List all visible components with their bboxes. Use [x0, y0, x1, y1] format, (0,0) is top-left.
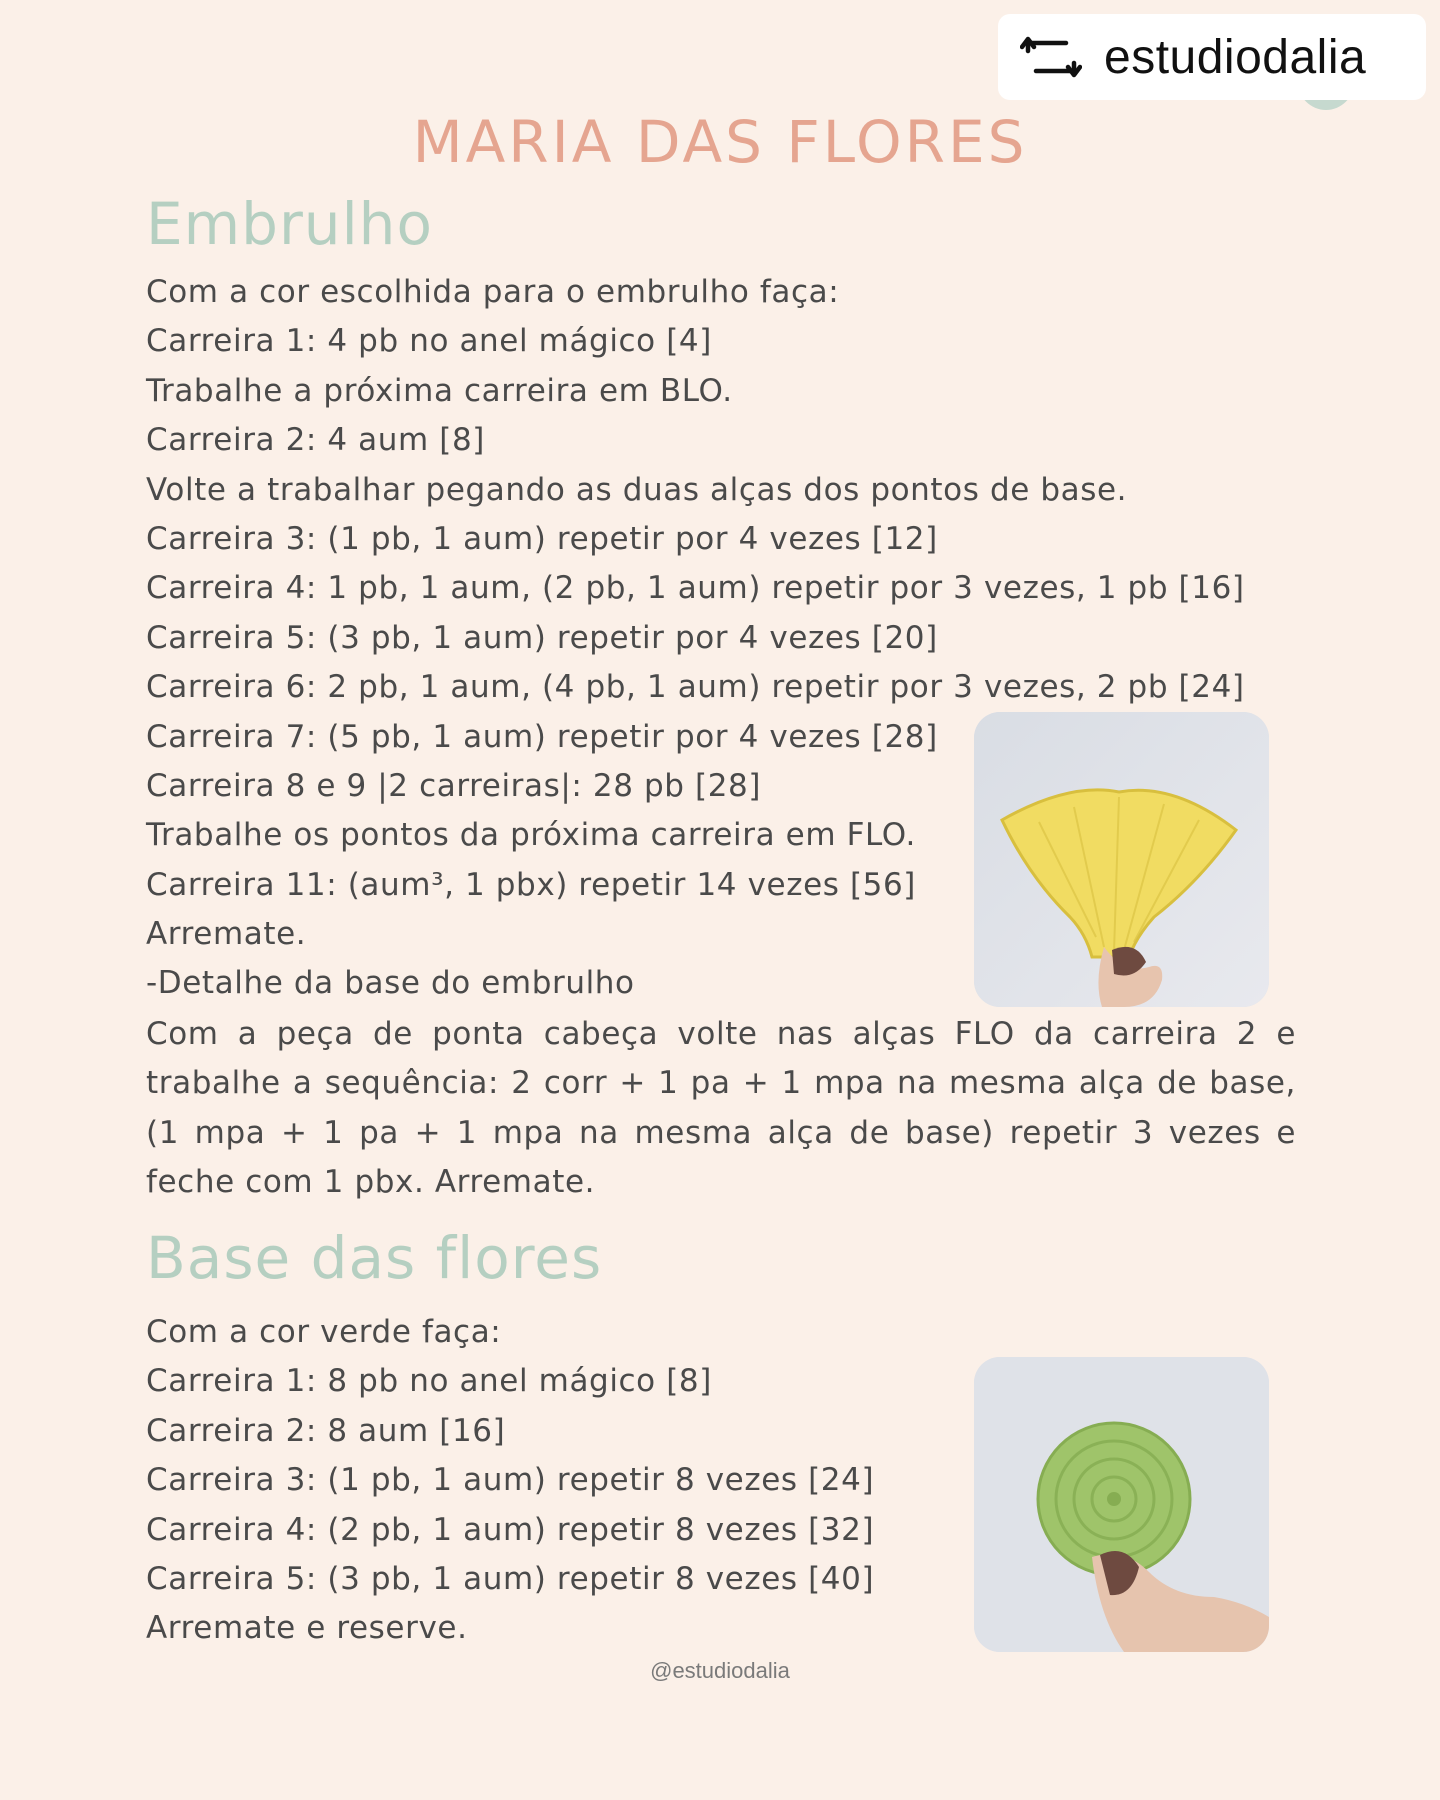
instruction-line: Trabalhe os pontos da próxima carreira em FLO. — [146, 817, 916, 854]
instruction-line: Carreira 2: 4 aum [8] — [146, 422, 485, 459]
instruction-line: Carreira 3: (1 pb, 1 aum) repetir 8 vezes [24] — [146, 1462, 875, 1499]
instruction-line: Carreira 2: 8 aum [16] — [146, 1412, 506, 1449]
yellow-wrapper-image — [974, 712, 1269, 1007]
instruction-line: Trabalhe a próxima carreira em BLO. — [146, 372, 733, 409]
instruction-line: Volte a trabalhar pegando as duas alças dos pontos de base. — [146, 471, 1128, 508]
instruction-line: Com a cor escolhida para o embrulho faça: — [146, 274, 840, 310]
instruction-line: Carreira 11: (aum³, 1 pbx) repetir 14 vezes [56] — [146, 866, 916, 903]
yellow-wrapper-photo — [974, 712, 1269, 1007]
page-title: MARIA DAS FLORES — [412, 108, 1028, 176]
instruction-line: Carreira 7: (5 pb, 1 aum) repetir por 4 vezes [28] — [146, 718, 938, 755]
instruction-line: Carreira 5: (3 pb, 1 aum) repetir 8 vezes [40] — [146, 1560, 875, 1597]
instruction-line: Carreira 3: (1 pb, 1 aum) repetir por 4 vezes [12] — [146, 520, 938, 557]
footer-handle: @estudiodalia — [650, 1658, 790, 1683]
instruction-line: Carreira 4: 1 pb, 1 aum, (2 pb, 1 aum) repetir por 3 vezes, 1 pb [16] — [146, 570, 1245, 607]
instruction-line: -Detalhe da base do embrulho — [146, 965, 635, 1002]
instruction-line: Carreira 6: 2 pb, 1 aum, (4 pb, 1 aum) repetir por 3 vezes, 2 pb [24] — [146, 669, 1245, 706]
instruction-line: Carreira 1: 8 pb no anel mágico [8] — [146, 1363, 712, 1400]
instruction-line: Arremate e reserve. — [146, 1610, 468, 1647]
instruction-line: Carreira 5: (3 pb, 1 aum) repetir por 4 vezes [20] — [146, 619, 938, 656]
instruction-line: Carreira 4: (2 pb, 1 aum) repetir 8 vezes [32] — [146, 1511, 875, 1548]
repost-handle: estudiodalia — [1104, 30, 1367, 84]
green-circle-image — [974, 1357, 1269, 1652]
green-circle-photo — [974, 1357, 1269, 1652]
base-instructions — [146, 1308, 874, 1654]
instruction-line: Carreira 1: 4 pb no anel mágico [4] — [146, 323, 712, 360]
base-heading: Base das flores — [146, 1224, 603, 1292]
instruction-line: Com a cor verde faça: — [146, 1314, 502, 1350]
repost-badge[interactable] — [998, 14, 1426, 100]
embrulho-detail-paragraph: Com a peça de ponta cabeça volte nas alças FLO da carreira 2 e trabalhe a sequência: 2 corr + 1 pa + 1 mpa na mesma alça de base, (1 mpa + 1 pa + 1 mpa na mesma alça de base) repetir 3 vezes e feche com 1 pbx. Arremate. — [146, 1016, 1296, 1201]
instruction-line: Carreira 8 e 9 |2 carreiras|: 28 pb [28] — [146, 767, 762, 804]
instruction-line: Arremate. — [146, 916, 307, 953]
embrulho-heading: Embrulho — [146, 190, 433, 258]
repost-icon — [1020, 35, 1082, 79]
